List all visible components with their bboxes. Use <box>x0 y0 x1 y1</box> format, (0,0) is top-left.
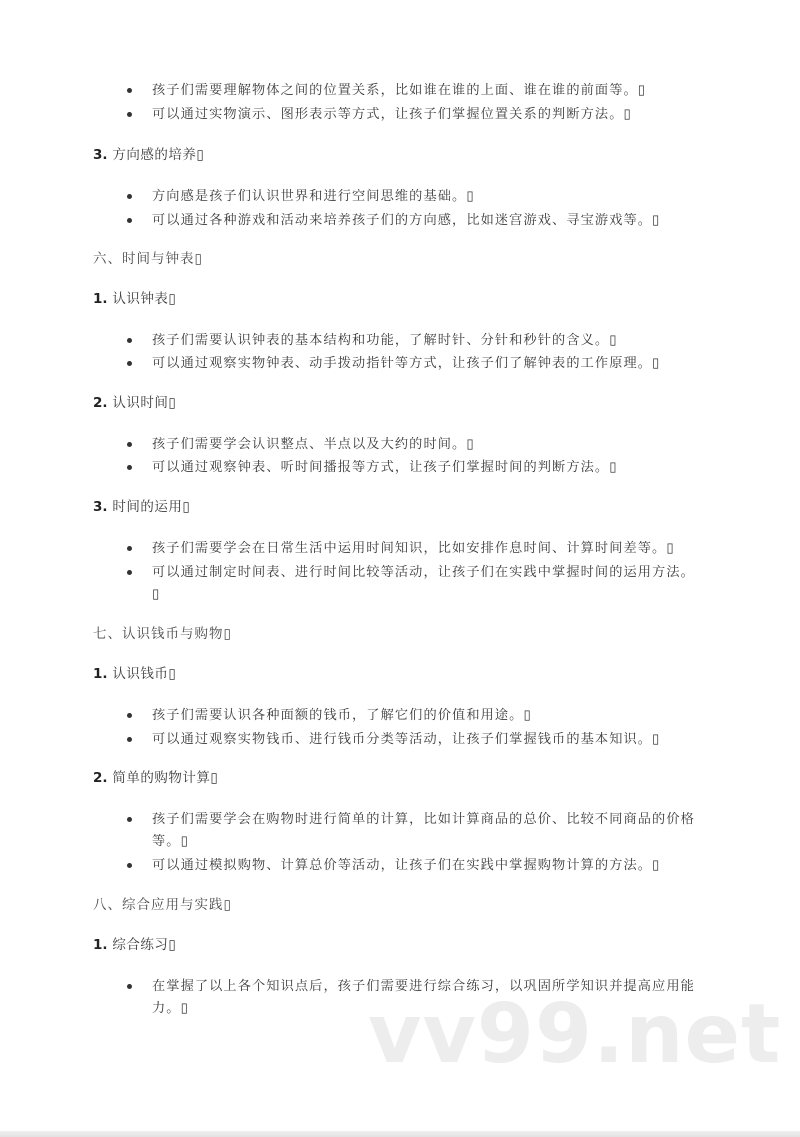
heading-number: 1. <box>93 291 108 307</box>
subheading-direction-sense <box>93 145 204 165</box>
heading-number: 2. <box>93 770 108 786</box>
list-item: 可以通过制定时间表、进行时间比较等活动，让孩子们在实践中掌握时间的运用方法。▯ <box>152 562 697 605</box>
section-title-time-clock: 六、时间与钟表▯ <box>93 251 203 267</box>
list-item: 可以通过观察钟表、听时间播报等方式，让孩子们掌握时间的判断方法。▯ <box>152 457 697 479</box>
list-item: 孩子们需要学会认识整点、半点以及大约的时间。▯ <box>152 434 697 456</box>
watermark: vv99.net <box>368 987 782 1082</box>
heading-text: 时间的运用▯ <box>112 499 191 515</box>
subheading-use-of-time <box>93 497 190 517</box>
list-item: 可以通过观察实物钱币、进行钱币分类等活动，让孩子们掌握钱币的基本知识。▯ <box>152 729 697 751</box>
list-item: 孩子们需要认识各种面额的钱币，了解它们的价值和用途。▯ <box>152 705 697 727</box>
list-item: 方向感是孩子们认识世界和进行空间思维的基础。▯ <box>152 186 697 208</box>
heading-number: 3. <box>93 499 108 515</box>
heading-text: 认识时间▯ <box>112 395 177 411</box>
subheading-recognize-money <box>93 664 176 684</box>
list-item: 孩子们需要认识钟表的基本结构和功能，了解时针、分针和秒针的含义。▯ <box>152 330 697 352</box>
heading-number: 2. <box>93 395 108 411</box>
heading-number: 3. <box>93 147 108 163</box>
subheading-shopping-calc <box>93 768 218 788</box>
heading-text: 综合练习▯ <box>112 937 177 953</box>
heading-number: 1. <box>93 666 108 682</box>
list-item: 可以通过观察实物钟表、动手拨动指针等方式，让孩子们了解钟表的工作原理。▯ <box>152 353 697 375</box>
subheading-recognize-clock <box>93 289 176 309</box>
list-item: 可以通过模拟购物、计算总价等活动，让孩子们在实践中掌握购物计算的方法。▯ <box>152 855 697 877</box>
heading-number: 1. <box>93 937 108 953</box>
heading-text: 简单的购物计算▯ <box>112 770 219 786</box>
page-bottom-edge <box>0 1131 800 1137</box>
list-item: 孩子们需要理解物体之间的位置关系，比如谁在谁的上面、谁在谁的前面等。▯ <box>152 80 697 102</box>
list-item: 可以通过实物演示、图形表示等方式，让孩子们掌握位置关系的判断方法。▯ <box>152 104 697 126</box>
heading-text: 方向感的培养▯ <box>112 147 205 163</box>
list-item: 孩子们需要学会在日常生活中运用时间知识，比如安排作息时间、计算时间差等。▯ <box>152 538 697 560</box>
heading-text: 认识钱币▯ <box>112 666 177 682</box>
list-item: 孩子们需要学会在购物时进行简单的计算，比如计算商品的总价、比较不同商品的价格等。▯ <box>152 809 697 852</box>
subheading-comprehensive-practice <box>93 935 176 955</box>
section-title-comprehensive: 八、综合应用与实践▯ <box>93 897 232 913</box>
list-item: 在掌握了以上各个知识点后，孩子们需要进行综合练习，以巩固所学知识并提高应用能力。▯ <box>152 976 697 1019</box>
section-title-money-shopping: 七、认识钱币与购物▯ <box>93 626 232 642</box>
subheading-recognize-time <box>93 393 176 413</box>
heading-text: 认识钟表▯ <box>112 291 177 307</box>
list-item: 可以通过各种游戏和活动来培养孩子们的方向感，比如迷宫游戏、寻宝游戏等。▯ <box>152 210 697 232</box>
